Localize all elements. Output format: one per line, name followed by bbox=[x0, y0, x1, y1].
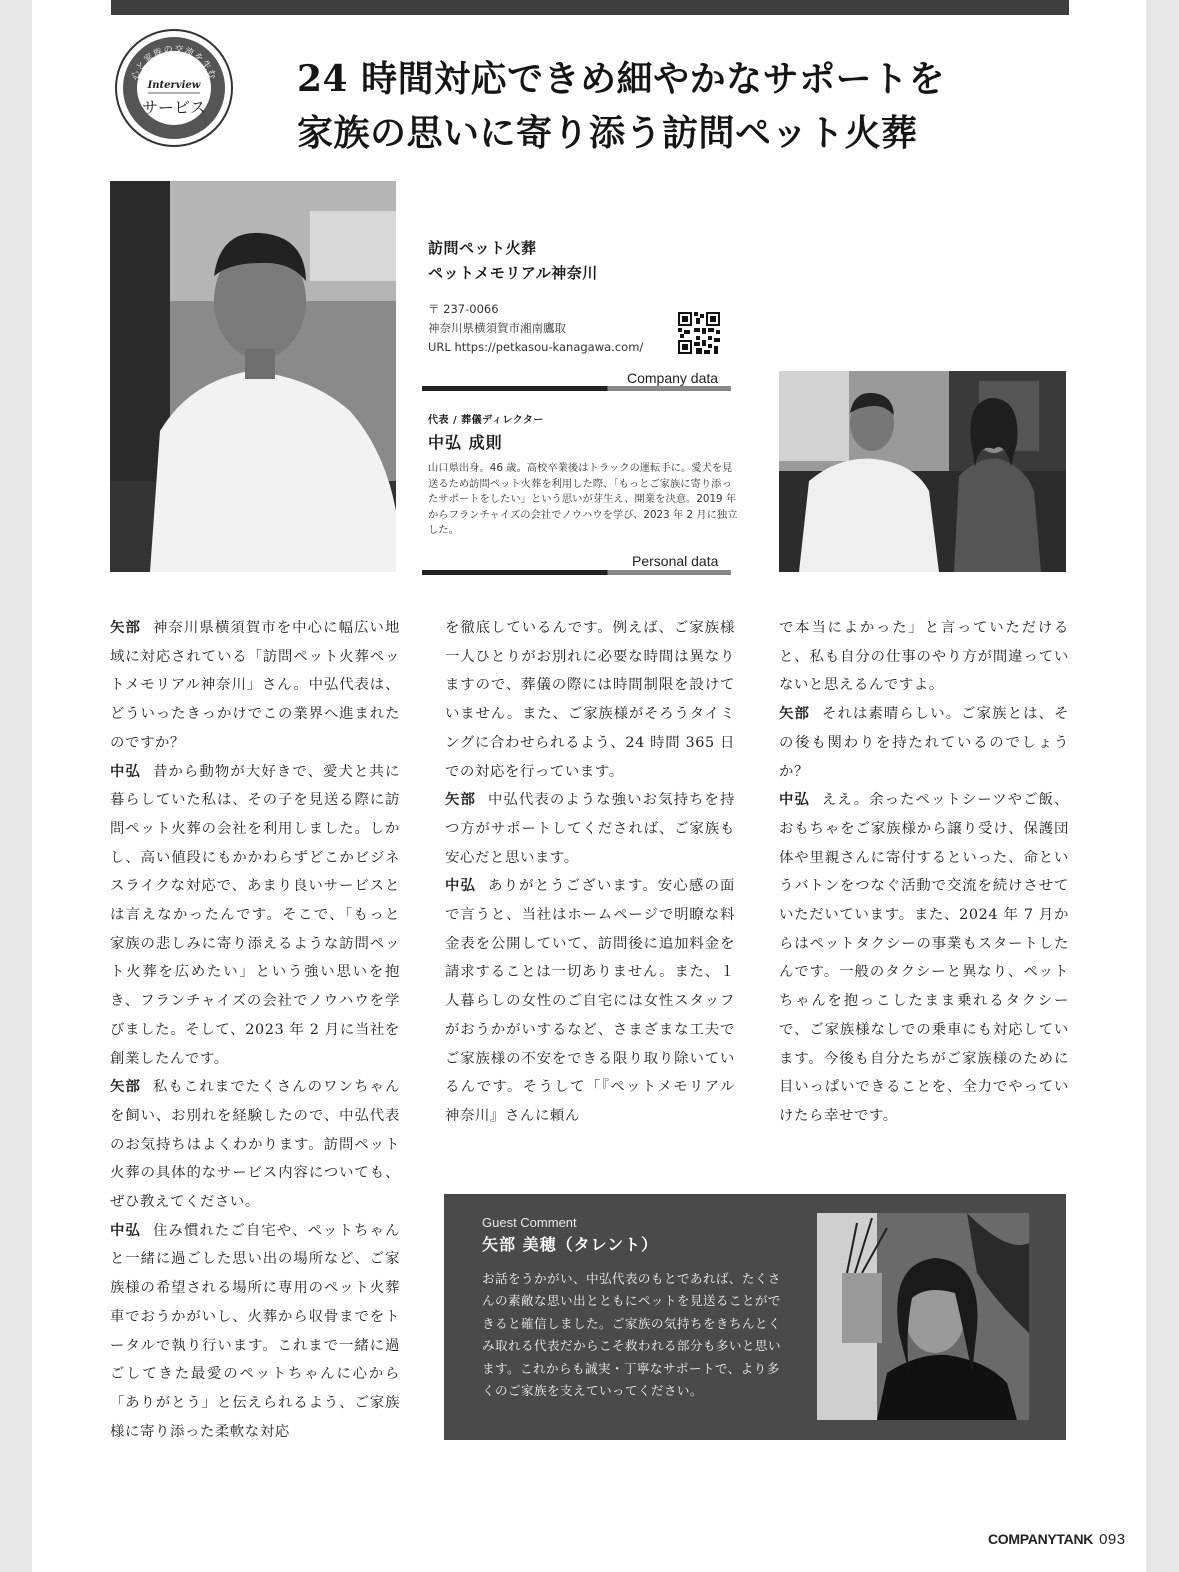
headline-line-2: 家族の思いに寄り添う訪問ペット火葬 bbox=[297, 112, 918, 154]
article-column-1 bbox=[110, 614, 400, 1446]
person-role: 代表 / 葬儀ディレクター bbox=[428, 415, 544, 426]
company-url[interactable]: URL https://petkasou-kanagawa.com/ bbox=[428, 340, 644, 354]
portrait-photo bbox=[110, 181, 396, 572]
article-column-2 bbox=[445, 614, 735, 1131]
page-headline bbox=[297, 52, 1077, 160]
page-number: 093 bbox=[1099, 1531, 1126, 1548]
interview-duo-photo bbox=[779, 371, 1066, 572]
page-footer bbox=[988, 1531, 1126, 1548]
badge-category: Interview bbox=[147, 80, 201, 91]
speaker-label: 矢部 bbox=[110, 1079, 141, 1096]
article-paragraph bbox=[779, 614, 1069, 700]
article-paragraph bbox=[110, 1073, 400, 1217]
article-paragraph bbox=[445, 786, 735, 872]
paragraph-text: 私もこれまでたくさんのワンちゃんを飼い、お別れを経験したので、中弘代表のお気持ちはよくわかります。訪問ペット火葬の具体的なサービス内容についても、ぜひ教えてください。 bbox=[110, 1079, 401, 1211]
article-paragraph bbox=[110, 1217, 400, 1447]
paragraph-text: 昔から動物が大好きで、愛犬と共に暮らしていた私は、その子を見送る際に訪問ペット火葬の会社を利用しました。しかし、高い値段にもかかわらずどこかビジネスライクな対応で、あまり良いサービスとは言えなかったんです。そこで、「もっと家族の悲しみに寄り添えるような訪問ペット火葬を広めたい」という強い思いを抱き、フランチャイズの会社でノウハウを学びました。そして、2023 年 2 月に当社を創業したんです。 bbox=[110, 763, 400, 1067]
person-bio: 山口県出身。46 歳。高校卒業後はトラックの運転手に。愛犬を見送るため訪問ペット火葬を利用した際、「もっとご家族に寄り添ったサポートをしたい」という思いが芽生え、開業を決意。2019 年からフランチャイズの会社でノウハウを学び、2023 年 2 月に独立した。 bbox=[428, 462, 738, 536]
badge-arc-text: 心と家族の交流を生む bbox=[130, 44, 218, 82]
company-postal: 〒 237-0066 bbox=[428, 302, 499, 316]
person-name: 中弘 成則 bbox=[428, 433, 503, 452]
paragraph-text: それは素晴らしい。ご家族とは、その後も関わりを持たれているのでしょうか？ bbox=[779, 706, 1070, 780]
speaker-label: 矢部 bbox=[779, 706, 810, 723]
paragraph-text: 中弘代表のような強いお気持ちを持つ方がサポートしてくだされば、ご家族も安心だと思います。 bbox=[445, 792, 736, 866]
company-name-line-1: 訪問ペット火葬 bbox=[428, 239, 537, 257]
company-address: 神奈川県横須賀市湘南鷹取 bbox=[428, 321, 566, 335]
article-paragraph bbox=[445, 872, 735, 1130]
article-paragraph bbox=[110, 758, 400, 1074]
paragraph-text: 住み慣れたご自宅や、ペットちゃんと一緒に過ごした思い出の場所など、ご家族様の希望される場所に専用のペット火葬車でおうかがいし、火葬から収骨までをトータルで執り行います。これまで一緒に過ごしてきた最愛のペットちゃんに心から「ありがとう」と伝えられるよう、ご家族様に寄り添った柔軟な対応 bbox=[110, 1222, 400, 1440]
guest-name: 矢部 美穂（タレント） bbox=[482, 1235, 659, 1254]
company-data-rule bbox=[422, 386, 731, 391]
top-bar bbox=[111, 0, 1069, 15]
paragraph-text: を徹底しているんです。例えば、ご家族様一人ひとりがお別れに必要な時間は異なりますので、葬儀の際には時間制限を設けていません。また、ご家族様がそろうタイミングに合わせられるよう、24 時間 365 日での対応を行っています。 bbox=[445, 620, 735, 780]
article-paragraph bbox=[779, 700, 1069, 786]
interview-badge bbox=[114, 28, 234, 148]
speaker-label: 中弘 bbox=[779, 792, 810, 809]
speaker-label: 中弘 bbox=[445, 878, 477, 895]
article-paragraph bbox=[445, 614, 735, 786]
personal-data-rule bbox=[422, 570, 731, 575]
paragraph-text: ありがとうございます。安心感の面で言うと、当社はホームページで明瞭な料金表を公開していて、訪問後に追加料金を請求することは一切ありません。また、１人暮らしの女性のご自宅には女性スタッフがおうかがいするなど、さまざまな工夫でご家族様の不安をできる限り取り除いているんです。そうして「『ペットメモリアル神奈川』さんに頼ん bbox=[445, 878, 735, 1124]
badge-title: サービス bbox=[141, 98, 207, 117]
speaker-label: 矢部 bbox=[110, 620, 141, 636]
article-paragraph bbox=[779, 786, 1069, 1130]
speaker-label: 中弘 bbox=[110, 1222, 141, 1239]
brand-logo: COMPANYTANK bbox=[988, 1531, 1094, 1547]
personal-data-label: Personal data bbox=[632, 553, 719, 569]
personal-data bbox=[428, 411, 738, 539]
article-paragraph bbox=[110, 614, 400, 758]
company-name-line-2: ペットメモリアル神奈川 bbox=[428, 264, 598, 282]
guest-comment-text: お話をうかがい、中弘代表のもとであれば、たくさんの素敵な思い出とともにペットを見送ることができると確信しました。ご家族の気持ちをきちんとくみ取れる代表だからこそ救われる部分も多いと思います。これからも誠実・丁寧なサポートで、より多くのご家族を支えていってください。 bbox=[482, 1271, 781, 1399]
paragraph-text: 神奈川県横須賀市を中心に幅広い地域に対応されている「訪問ペット火葬ペットメモリアル神奈川」さん。中弘代表は、どういったきっかけでこの業界へ進まれたのですか？ bbox=[110, 620, 401, 751]
magazine-page bbox=[32, 0, 1146, 1572]
speaker-label: 中弘 bbox=[110, 763, 141, 780]
guest-comment-label: Guest Comment bbox=[482, 1215, 577, 1230]
paragraph-text: ええ。余ったペットシーツやご飯、おもちゃをご家族様から譲り受け、保護団体や里親さんに寄付するといった、命というバトンをつなぐ活動で交流を続けさせていただいています。また、2024 年 7 月からはペットタクシーの事業もスタートしたんです。一般のタクシーと異なり、ペットちゃんを抱っこしたまま乗れるタクシーで、ご家族様なしでの乗車にも対応しています。今後も自分たちがご家族様のために目いっぱいできることを、全力でやっていけたら幸せです。 bbox=[779, 792, 1070, 1124]
paragraph-text: で本当によかった」と言っていただけると、私も自分の仕事のやり方が間違っていないと思えるんですよ。 bbox=[779, 620, 1069, 694]
guest-photo bbox=[817, 1213, 1029, 1420]
speaker-label: 矢部 bbox=[445, 792, 476, 809]
headline-line-1: 24 時間対応できめ細やかなサポートを bbox=[297, 58, 946, 100]
company-data-label: Company data bbox=[627, 370, 719, 386]
article-column-3 bbox=[779, 614, 1069, 1131]
qr-code-icon[interactable] bbox=[678, 312, 720, 354]
